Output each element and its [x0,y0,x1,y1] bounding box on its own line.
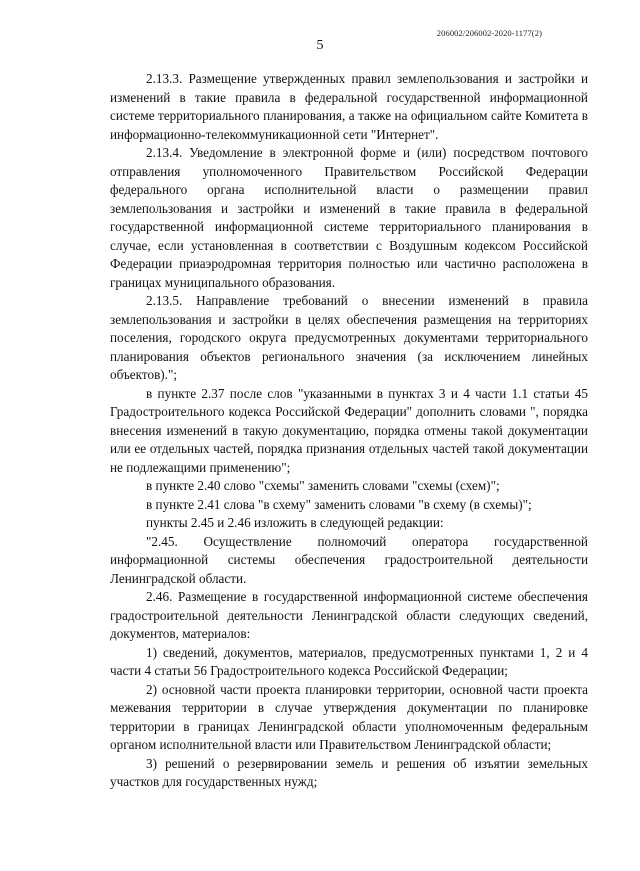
paragraph-2-13-3: 2.13.3. Размещение утвержденных правил землепользования и застройки и изменений в такие правила в федеральной государственной информационной системе территориального планирования, а также на официальном сайте Комитета в информационно-телекоммуникационной сети "Интернет". [110,71,588,142]
paragraph-amend-2-37: в пункте 2.37 после слов "указанными в пунктах 3 и 4 части 1.1 статьи 45 Градостроительного кодекса Российской Федерации" дополнить словами ", порядка внесения изменений в такую документацию, порядка отмены такой документации или ее отдельных частей, порядка признания отдельных частей такой документации не подлежащими применению"; [110,385,588,475]
paragraph-2-46: 2.46. Размещение в государственной информационной системе обеспечения градостроительной деятельности Ленинградской области следующих сведений, документов, материалов: [110,589,588,641]
paragraph-2-13-4: 2.13.4. Уведомление в электронной форме и (или) посредством почтового отправления уполномоченного Правительством Российской Федерации федерального органа исполнительной власти о размещении правил землепользования и застройки и изменений в такие правила в федеральной государственной информационной системе территориального планирования в случае, если установленная в соответствии с Воздушным кодексом Российской Федерации приаэродромная территория полностью или частично расположена в границах муниципального образования. [110,145,588,290]
paragraph-2-45: "2.45. Осуществление полномочий оператора государственной информационной системы обеспечения градостроительной деятельности Ленинградской области. [110,533,588,586]
list-item-3: 3) решений о резервировании земель и решения об изъятии земельных участков для государственных нужд; [110,755,588,789]
list-item-2: 2) основной части проекта планировки территории, основной части проекта межевания территории в случае утверждения документации по планировке территории в границах Ленинградской области уполномоченным федеральным органом исполнительной власти или Правительством Ленинградской области; [110,681,588,752]
document-body [110,70,588,792]
page-number: 5 [316,38,324,53]
paragraph-2-13-5: 2.13.5. Направление требований о внесении изменений в правила землепользования и застройки в целях обеспечения размещения на территориях поселения, городского округа предусмотренных документами территориального планирования объектов регионального значения (за исключением линейных объектов)."; [110,293,588,382]
paragraph-amend-2-45-2-46: пункты 2.45 и 2.46 изложить в следующей редакции: [146,515,444,530]
paragraph-amend-2-40: в пункте 2.40 слово "схемы" заменить словами "схемы (схем)"; [146,478,500,493]
document-code: 206002/206002-2020-1177(2) [436,28,542,38]
list-item-1: 1) сведений, документов, материалов, предусмотренных пунктами 1, 2 и 4 части 4 статьи 56 Градостроительного кодекса Российской Федерации; [110,644,588,678]
paragraph-amend-2-41: в пункте 2.41 слова "в схему" заменить словами "в схему (в схемы)"; [146,496,532,512]
